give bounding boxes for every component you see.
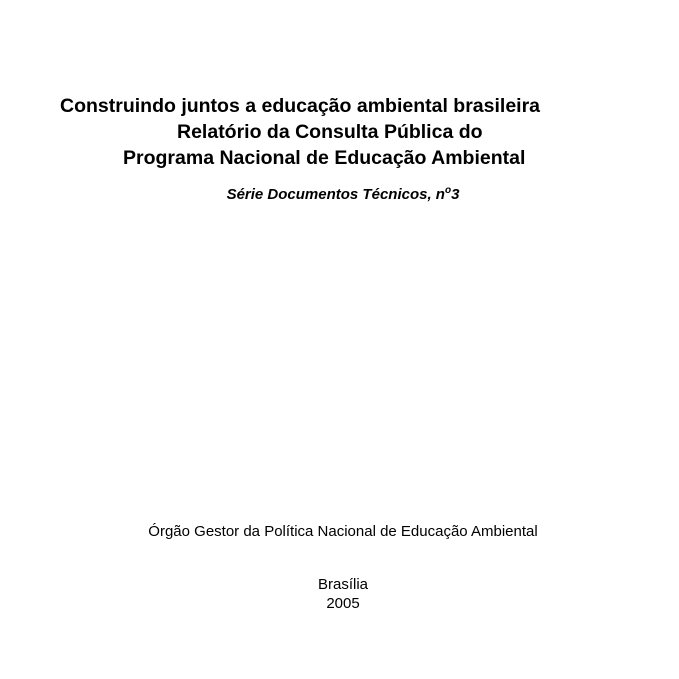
series-superscript: o [444,185,452,196]
title-line-3: Programa Nacional de Educação Ambiental [123,147,526,169]
series-label [0,185,679,205]
title-line-1: Construindo juntos a educação ambiental brasileira [60,95,541,117]
imprint-city: Brasília [317,576,369,593]
imprint-year: 2005 [326,595,360,612]
series-number: 3 [451,186,460,203]
series-text: Série Documentos Técnicos, n [226,186,445,203]
publisher-organ: Órgão Gestor da Política Nacional de Educação Ambiental [148,523,538,540]
title-line-2: Relatório da Consulta Pública do [177,121,483,143]
